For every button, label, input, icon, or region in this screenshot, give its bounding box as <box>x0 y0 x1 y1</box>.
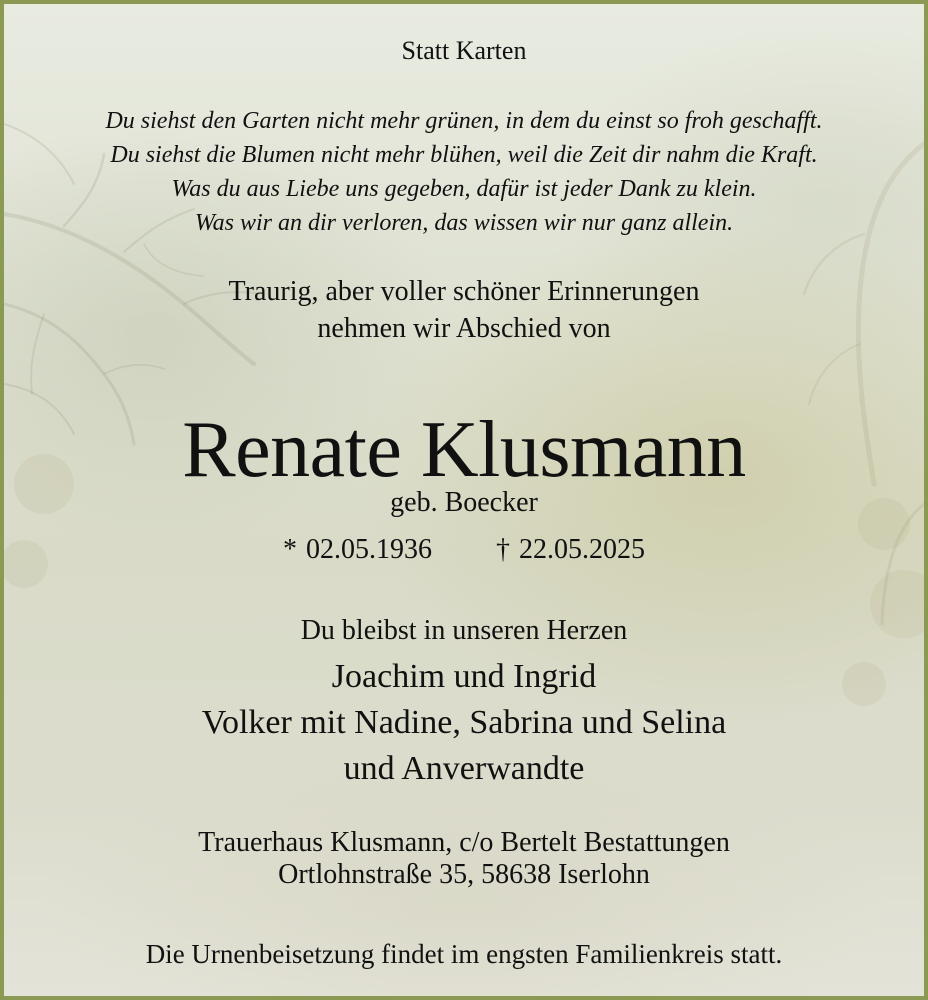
header-statt-karten: Statt Karten <box>401 36 527 65</box>
address-line-1: Trauerhaus Klusmann, c/o Bertelt Bestattungen <box>198 827 730 858</box>
address-line-2: Ortlohnstraße 35, 58638 Iserlohn <box>278 859 650 890</box>
family-line-3: und Anverwandte <box>343 750 585 787</box>
poem-line-1: Du siehst den Garten nicht mehr grünen, in dem du einst so froh geschafft. <box>105 108 823 134</box>
family-line-2: Volker mit Nadine, Sabrina und Selina <box>201 704 727 741</box>
final-note: Die Urnenbeisetzung findet im engsten Familienkreis statt. <box>145 939 783 969</box>
mourning-line-1: Traurig, aber voller schöner Erinnerungen <box>228 276 700 307</box>
poem-line-3: Was du aus Liebe uns gegeben, dafür ist jeder Dank zu klein. <box>171 176 757 202</box>
family-line-1: Joachim und Ingrid <box>331 658 597 695</box>
death-date: † 22.05.2025 <box>496 534 645 565</box>
birth-date: * 02.05.1936 <box>283 534 432 565</box>
mourning-line-2: nehmen wir Abschied von <box>317 313 611 344</box>
poem-line-4: Was wir an dir verloren, das wissen wir nur ganz allein. <box>194 210 734 236</box>
life-dates <box>4 534 924 566</box>
poem-line-2: Du siehst die Blumen nicht mehr blühen, weil die Zeit dir nahm die Kraft. <box>110 142 818 168</box>
maiden-name: geb. Boecker <box>390 487 538 518</box>
deceased-name: Renate Klusmann <box>182 406 746 494</box>
remembrance-line: Du bleibst in unseren Herzen <box>300 615 628 646</box>
